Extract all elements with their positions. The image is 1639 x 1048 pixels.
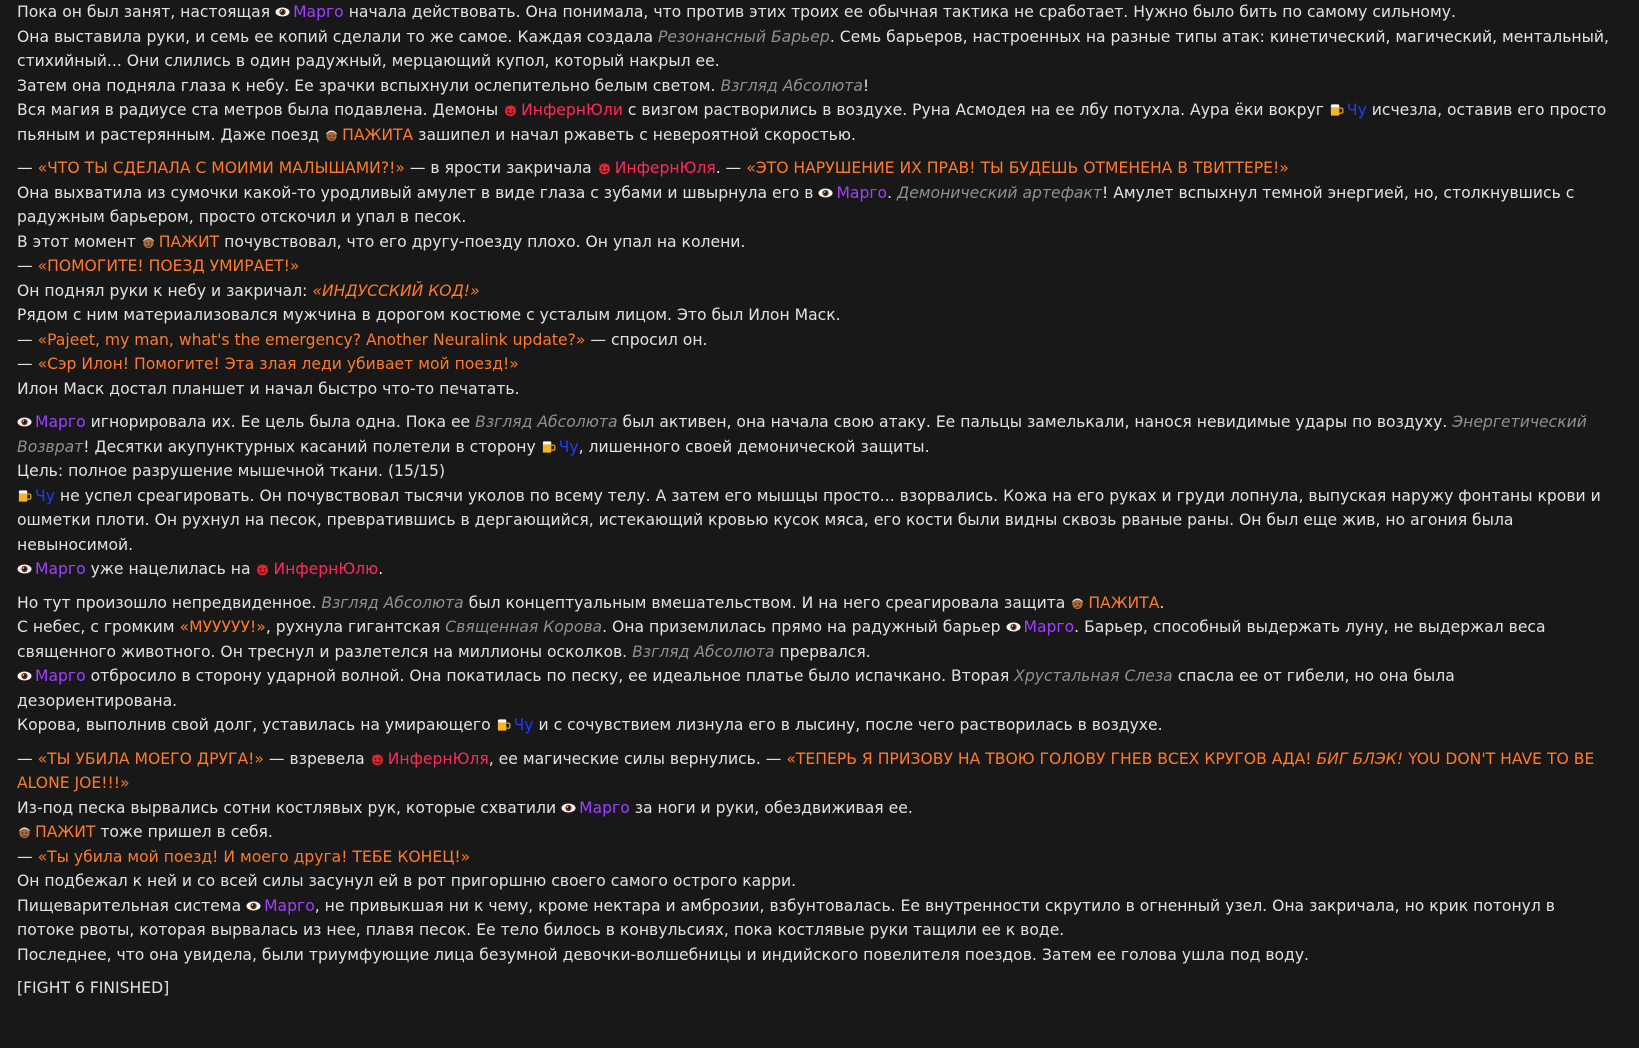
ability-name: Резонансный Барьер <box>658 27 830 46</box>
devil-icon <box>503 101 521 119</box>
narration-text: В этот момент <box>17 232 141 251</box>
narration-text: — <box>17 159 38 177</box>
story-line <box>17 976 1609 1001</box>
story-line <box>17 484 1609 558</box>
ability-name: Хрустальная Слеза <box>1014 667 1173 685</box>
narration-text: Он поднял руки к небу и закричал: <box>17 281 313 300</box>
character-tag-margo <box>561 799 630 817</box>
character-tag-margo <box>275 3 344 21</box>
speech-quote: «ЧТО ТЫ СДЕЛАЛА С МОИМИ МАЛЫШАМИ?!» <box>37 159 405 177</box>
narration-text: спасла ее от гибели, но она была дезориентирована. <box>17 667 1455 710</box>
character-name: Чу <box>35 486 55 505</box>
narration-text: С небес, с громким <box>17 618 180 636</box>
character-name: Марго <box>35 667 86 685</box>
beer-mug-icon <box>17 487 35 505</box>
speech-quote: «МУУУУУ!» <box>179 618 266 636</box>
eye-icon <box>1006 618 1024 636</box>
character-name: ИнфернЮлю <box>273 560 379 578</box>
narration-text: Но тут произошло непредвиденное. <box>17 593 322 612</box>
narration-text: . <box>887 183 898 202</box>
story-line <box>17 156 1609 181</box>
narration-text: с визгом растворились в воздухе. Руна Асмодея на ее лбу потухла. Аура ёки вокруг <box>622 101 1329 119</box>
narration-text: . Семь барьеров, настроенных на разные типы атак: кинетический, магический, ментальный, стихийный... Они слились в один радужный, мерцающий купол, который накрыл ее. <box>17 27 1609 70</box>
narration-text: игнорировала их. Ее цель была одна. Пока ее <box>85 413 476 431</box>
character-tag-margo <box>246 897 315 915</box>
narration-text: Затем она подняла глаза к небу. Ее зрачки вспыхнули ослепительно белым светом. <box>17 76 721 95</box>
speech-quote: «ТЫ УБИЛА МОЕГО ДРУГА!» <box>37 749 264 768</box>
story-line <box>17 894 1609 943</box>
story-line <box>17 0 1609 25</box>
story-line <box>17 615 1609 664</box>
ability-name: Взгляд Абсолюта <box>632 642 775 661</box>
speech-quote: «ЭТО НАРУШЕНИЕ ИХ ПРАВ! ТЫ БУДЕШЬ ОТМЕНЕНА В ТВИТТЕРЕ!» <box>746 159 1289 177</box>
story-line <box>17 713 1609 738</box>
narration-text: Вся магия в радиусе ста метров была подавлена. Демоны <box>17 101 504 119</box>
beer-mug-icon <box>541 438 559 456</box>
character-name: Марго <box>35 560 86 578</box>
speech-quote: «Pajeet, my man, what's the emergency? Another Neuralink update?» <box>37 330 586 349</box>
character-tag-margo <box>17 667 86 685</box>
story-line <box>17 869 1609 894</box>
character-tag-chu <box>17 487 55 505</box>
devil-icon <box>597 159 615 177</box>
ability-name: Взгляд Абсолюта <box>321 593 464 612</box>
story-line <box>17 377 1609 402</box>
eye-icon <box>561 799 579 817</box>
story-line <box>17 845 1609 870</box>
narration-text: , рухнула гигантская <box>265 618 446 636</box>
story-paragraph <box>17 156 1609 401</box>
narration-text: ! Амулет вспыхнул темной энергией, но, столкнувшись с радужным барьером, просто отскочил и упал в песок. <box>17 183 1575 226</box>
story-line <box>17 352 1609 377</box>
beer-mug-icon <box>1329 101 1347 119</box>
eye-icon <box>246 897 264 915</box>
narration-text: и с сочувствием лизнула его в лысину, после чего растворилась в воздухе. <box>533 716 1163 734</box>
narration-text: . — <box>715 159 747 177</box>
character-tag-infern <box>503 101 623 119</box>
character-tag-pajit <box>17 823 95 841</box>
narration-text: . <box>1159 593 1165 612</box>
narration-text: — спросил он. <box>585 330 708 349</box>
character-name: Марго <box>836 183 888 202</box>
narration-text: — взревела <box>263 749 370 768</box>
character-name: ИнфернЮля <box>614 159 716 177</box>
narration-text: , лишенного своей демонической защиты. <box>578 437 930 456</box>
brown-face-icon <box>1070 594 1088 612</box>
narration-text: Он подбежал к ней и со всей силы засунул ей в рот пригоршню своего самого острого карри. <box>17 872 797 890</box>
character-tag-chu <box>496 716 534 734</box>
narration-text: зашипел и начал ржаветь с невероятной скоростью. <box>413 125 856 144</box>
story-line <box>17 591 1609 616</box>
story-line <box>17 943 1609 968</box>
eye-icon <box>17 560 35 578</box>
narration-text: за ноги и руки, обездвиживая ее. <box>629 798 913 817</box>
story-line <box>17 279 1609 304</box>
character-name: Чу <box>1346 101 1367 119</box>
narration-text: — <box>17 749 38 768</box>
narration-text: Последнее, что она увидела, были триумфующие лица безумной девочки-волшебницы и индийского повелителя поездов. Затем ее голова ушла под воду. <box>17 945 1310 964</box>
speech-quote: «Сэр Илон! Помогите! Эта злая леди убивает мой поезд!» <box>37 355 519 373</box>
character-tag-pajit <box>1070 594 1159 612</box>
character-tag-chu <box>1329 101 1367 119</box>
narration-text: Пищеварительная система <box>17 896 247 915</box>
character-name: Марго <box>264 896 315 915</box>
story-line <box>17 664 1609 713</box>
character-name: Марго <box>579 798 630 817</box>
beer-mug-icon <box>496 716 514 734</box>
character-name: ИнфернЮли <box>521 101 623 119</box>
narration-text: отбросило в сторону ударной волной. Она покатилась по песку, ее идеальное платье было испачкано. Вторая <box>85 667 1015 685</box>
narration-text: [FIGHT 6 FINISHED] <box>17 979 170 997</box>
narration-text: Она выхватила из сумочки какой-то уродливый амулет в виде глаза с зубами и швырнула его в <box>17 183 819 202</box>
narration-text: не успел среагировать. Он почувствовал тысячи уколов по всему телу. А затем его мышцы просто... взорвались. Кожа на его руках и груди лопнула, выпуская наружу фонтаны крови и ошметки плоти. Он рухнул на песок, превратившись в дергающийся, истекающий кровью кусок мяса, его кости были видны сквозь рваные раны. Он был еще жив, но агония была невыносимой. <box>17 486 1601 554</box>
brown-face-icon <box>141 233 159 251</box>
narration-text: начала действовать. Она понимала, что против этих троих ее обычная тактика не сработает. Нужно было бить по самому сильному. <box>343 3 1456 21</box>
character-name: ПАЖИТ <box>35 823 96 841</box>
story-line <box>17 747 1609 796</box>
character-tag-chu <box>541 438 579 456</box>
character-tag-infern <box>370 750 489 768</box>
narration-text: прервался. <box>774 642 871 661</box>
narration-text: . Барьер, способный выдержать луну, не выдержал веса священного животного. Он треснул и разлетелся на миллионы осколков. <box>17 618 1546 661</box>
character-tag-pajit <box>324 126 413 144</box>
story-line <box>17 820 1609 845</box>
devil-icon <box>255 560 273 578</box>
character-tag-margo <box>17 413 86 431</box>
story-line <box>17 796 1609 821</box>
narration-text: был активен, она начала свою атаку. Ее пальцы замелькали, нанося невидимые удары по воздуху. <box>617 413 1453 431</box>
eye-icon <box>17 413 35 431</box>
narration-text: . <box>378 560 384 578</box>
character-name: ПАЖИТА <box>342 125 414 144</box>
story-line <box>17 459 1609 484</box>
character-name: ПАЖИТА <box>1088 593 1160 612</box>
story-paragraph <box>17 0 1609 147</box>
ability-name: Священная Корова <box>445 618 603 636</box>
ability-name: Взгляд Абсолюта <box>475 413 618 431</box>
story-line <box>17 328 1609 353</box>
narration-text: Цель: полное разрушение мышечной ткани. (15/15) <box>17 462 446 480</box>
character-name: ИнфернЮля <box>387 749 489 768</box>
story-line <box>17 410 1609 459</box>
narration-text: — <box>17 355 38 373</box>
narration-text: уже нацелилась на <box>85 560 256 578</box>
story-paragraph <box>17 410 1609 582</box>
narration-text: Из-под песка вырвались сотни костлявых рук, которые схватили <box>17 798 562 817</box>
character-tag-margo <box>818 184 887 202</box>
narration-text: , не привыкшая ни к чему, кроме нектара и амброзии, взбунтовалась. Ее внутренности скрутило в огненный узел. Она закричала, но крик потонул в потоке рвоты, которая вырвалась из нее, плавя песок. Ее тело билось в конвульсиях, пока костлявые руки тащили ее к воде. <box>17 896 1555 939</box>
character-name: Марго <box>35 413 86 431</box>
narration-text: тоже пришел в себя. <box>95 823 273 841</box>
devil-icon <box>370 750 388 768</box>
speech-quote: «ТЕПЕРЬ Я ПРИЗОВУ НА ТВОЮ ГОЛОВУ ГНЕВ ВСЕХ КРУГОВ АДА! <box>786 749 1317 768</box>
story-line <box>17 557 1609 582</box>
ability-name: Энергетический Возврат <box>17 413 1587 456</box>
narration-text: , ее магические силы вернулись. — <box>488 749 787 768</box>
eye-icon <box>17 667 35 685</box>
story-line <box>17 303 1609 328</box>
story-paragraph <box>17 976 1609 1001</box>
narration-text: исчезла, оставив его просто пьяным и растерянным. Даже поезд <box>17 101 1607 144</box>
narration-text: Пока он был занят, настоящая <box>17 3 276 21</box>
narration-text: ! <box>862 76 870 95</box>
character-name: Чу <box>513 716 534 734</box>
narration-text: почувствовал, что его другу-поезду плохо. Он упал на колени. <box>219 232 746 251</box>
story-paragraph <box>17 591 1609 738</box>
eye-icon <box>818 184 836 202</box>
story-line <box>17 254 1609 279</box>
character-tag-margo <box>17 560 86 578</box>
character-tag-infern <box>255 560 378 578</box>
speech-quote-italic: «ИНДУССКИЙ КОД!» <box>312 281 480 300</box>
character-name: Чу <box>558 437 579 456</box>
character-tag-infern <box>597 159 716 177</box>
narration-text: Илон Маск достал планшет и начал быстро что-то печатать. <box>17 379 520 398</box>
narration-text: Рядом с ним материализовался мужчина в дорогом костюме с усталым лицом. Это был Илон Маск. <box>17 306 841 324</box>
eye-icon <box>275 3 293 21</box>
story-line <box>17 98 1609 147</box>
character-name: Марго <box>1023 618 1075 636</box>
narration-text: — <box>17 257 38 275</box>
story-line <box>17 230 1609 255</box>
narration-text: — <box>17 330 38 349</box>
speech-quote-italic: БИГ БЛЭК! <box>1316 749 1404 768</box>
ability-name: Взгляд Абсолюта <box>720 76 863 95</box>
speech-quote: «Ты убила мой поезд! И моего друга! ТЕБЕ КОНЕЦ!» <box>37 847 471 866</box>
speech-quote: YOU DON'T HAVE TO BE ALONE JOE!!!» <box>17 749 1595 792</box>
narration-text: — <box>17 847 38 866</box>
speech-quote: «ПОМОГИТЕ! ПОЕЗД УМИРАЕТ!» <box>37 257 300 275</box>
narration-text: — в ярости закричала <box>404 159 597 177</box>
narration-text: Она выставила руки, и семь ее копий сделали то же самое. Каждая создала <box>17 27 659 46</box>
character-tag-pajit <box>141 233 219 251</box>
ability-name: Демонический артефакт <box>897 183 1102 202</box>
brown-face-icon <box>17 823 35 841</box>
narration-text: Корова, выполнив свой долг, уставилась на умирающего <box>17 716 496 734</box>
narration-text: ! Десятки акупунктурных касаний полетели в сторону <box>83 437 541 456</box>
story-line <box>17 25 1609 74</box>
brown-face-icon <box>324 126 342 144</box>
narration-text: был концептуальным вмешательством. И на него среагировала защита <box>463 593 1071 612</box>
story-line <box>17 74 1609 99</box>
story-line <box>17 181 1609 230</box>
character-tag-margo <box>1006 618 1075 636</box>
character-name: Марго <box>293 3 344 21</box>
story-paragraph <box>17 747 1609 968</box>
narration-text: . Она приземлилась прямо на радужный барьер <box>602 618 1006 636</box>
character-name: ПАЖИТ <box>158 232 220 251</box>
